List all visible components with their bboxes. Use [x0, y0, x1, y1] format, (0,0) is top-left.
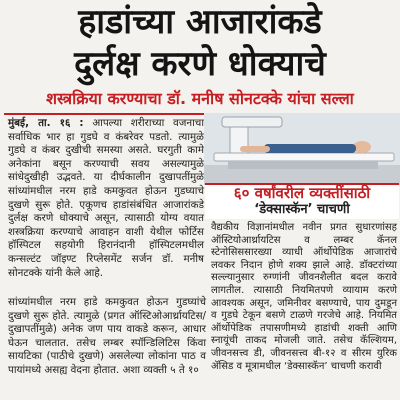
subheadline: शस्त्रक्रिया करण्याचा डॉ. मनीष सोनटक्के यांचा सल्ला — [46, 89, 354, 108]
sidebar-box-body: वैद्यकीय विज्ञानांमधील नवीन प्रगत सुधारणांसह ऑस्टियोआर्थ्रायटिस व लम्बर कॅनल स्टेनोसिससारख्या व्याधी ऑर्थोपेडिक आजारांचे लवकर निदान होणे शक्य झाले आहे. डॉक्टरांच्या सल्ल्यानुसार रुग्णांनी जीवनशैलीत बदल करावे लागतील. त्यासाठी नियमितपणे व्यायाम करणे आवश्यक असून, जमिनीवर बसण्याचे, पाय दुमडून व गुडघे टेकून बसणे टाळणे गरजेचे आहे. नियमित ऑर्थोपेडिक तपासणीमध्ये हाडांची शक्ती आणि स्नायूंची ताकद मोजली जाते. तसेच कॅल्शियम, जीवनसत्त्व डी, जीवनसत्त्व बी-१२ व सीरम युरिक ॲसिड व मूत्रामधील ‘डेक्सास्कॅन’ चाचणी करावी — [211, 222, 397, 372]
dexa-scanner-photo — [204, 113, 400, 185]
dateline: मुंबई, ता. १६ : — [8, 117, 84, 129]
headline-line-1: हाडांच्या आजारांकडे — [78, 2, 322, 42]
article-paragraph-2: सांध्यांमधील नरम हाडे कमकुवत होऊन गुडघ्यांचे दुखणे सुरू होते. त्यामुळे (प्रगत ऑस्टिओआर्थ्रायटिस/दुखापतींमुळे) अनेक जण पाय वाकडे करून, आधार घेऊन चालतात. तसेच लम्बर स्पॉन्डिलिटिस किंवा सायटिका (पाठीचे दुखणे) असलेल्या लोकांना पाठ व पायांमध्ये असह्य वेदना होतात. अशा व्यक्ती ५ ते १० — [8, 296, 206, 376]
article-paragraph-1: आपल्या शरीराच्या वजनाचा सर्वाधिक भार हा गुडघे व कंबरेवर पडतो. त्यामुळे गुडघे व कंबर दुखीची समस्या असते. घरगुती कामे अनेकांना बसून करण्याची सवय असल्यामुळे सांधेदुखीही उद्भवते. या दीर्घकालीन दुखापतींमुळे सांध्यांमधील नरम हाडे कमकुवत होऊन गुडघ्याचे दुखणे सुरू होते. एकूणच हाडांसंबंधित आजारांकडे दुर्लक्ष करणे धोक्याचे असून, त्यासाठी योग्य वयात शस्त्रक्रिया करण्याचे आवाहन वाशी येथील फोर्टिस हॉस्पिटल सहयोगी हिरानंदानी हॉस्पिटलमधील कन्सल्टंट जॉइण्ट रिप्लेसमेंट सर्जन डॉ. मनीष सोनटक्के यांनी केले आहे. — [8, 117, 204, 279]
article-column-left — [8, 117, 204, 280]
dexa-scanner-illustration — [204, 113, 400, 185]
box-title-text: ६० वर्षांवरील व्यक्तींसाठी — [233, 184, 371, 202]
headline-line-2: दुर्लक्ष करणे धोक्याचे — [74, 44, 326, 84]
box-subtitle-text: ‘डेक्सास्कॅन’ चाचणी — [254, 202, 350, 217]
sidebar-box-title — [205, 183, 399, 219]
